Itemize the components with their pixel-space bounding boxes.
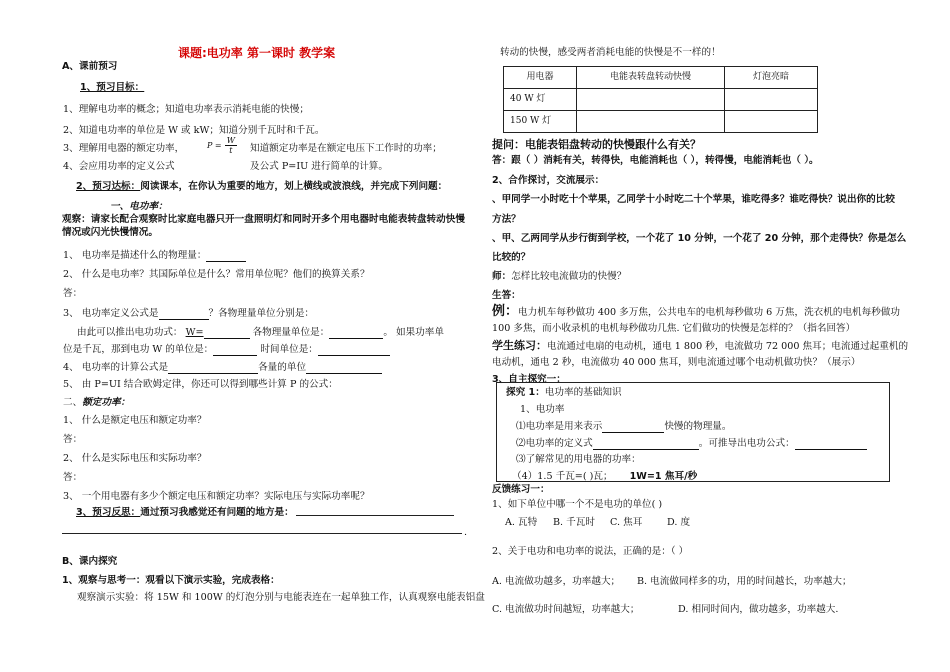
goal-4a: 4、会应用功率的定义公式: [63, 161, 175, 172]
question-5: 5、 由 P=UI 结合欧姆定律，你还可以得到哪些计算 P 的公式：: [63, 379, 338, 390]
reflection-line-1[interactable]: [296, 515, 454, 516]
question-2: 2、 什么是电功率？其国际单位是什么？常用单位呢？他们的换算关系？: [63, 269, 370, 280]
answer-q2: 答：: [63, 288, 83, 299]
self-explore-heading: 3、自主探究一：: [492, 374, 566, 385]
table-cell: 150 W 灯: [504, 111, 577, 133]
goal-label: 1、预习目标：: [80, 82, 145, 93]
explore-title: 探究 1：电功率的基础知识: [506, 387, 622, 398]
explore-item-2: ⑴电功率是用来表示 快慢的物理量。: [516, 421, 732, 432]
blank-explore-3b[interactable]: [795, 439, 867, 450]
reflection: 3、预习反思：通过预习我感觉还有问题的地方是：: [76, 507, 294, 518]
observe-line-1: 观察：请家长配合观察时比家庭电器只开一盘照明灯和同时开多个用电器时电能表转盘转动快慢: [62, 214, 465, 225]
table-header: 灯泡亮暗: [725, 67, 818, 89]
feedback-q1: 1、如下单位中哪一个不是电功的单位( ): [492, 499, 663, 510]
sub-rated-power: 二、额定功率：: [63, 397, 131, 408]
blank-q3-w[interactable]: [204, 328, 250, 339]
rated-q3: 3、 一个用电器有多少个额定电压和额定功率？实际电压与实际功率呢？: [63, 491, 370, 502]
question-3-derive: 由此可以推出电功功式： W= 各物理量单位是： 。 如果功率单: [77, 327, 444, 338]
question-3-kw: 位是千瓦，那到电功 W 的单位是： 时间单位是：: [63, 343, 390, 356]
goal2-text: 阅读课本，在你认为重要的地方，划上横线或波浪线，并完成下列问题：: [140, 181, 448, 192]
question-3: 3、 电功率定义公式是 ？各物理量单位分别是：: [63, 308, 315, 319]
question-ask: 提问：电能表铝盘转动的快慢跟什么有关？: [492, 138, 701, 151]
question-4: 4、 电功率的计算公式是 各量的单位: [63, 361, 382, 374]
section-a-heading: A、课前预习: [62, 61, 118, 72]
lamp-table: [503, 66, 818, 133]
practice-line-1: 学生练习：电流通过电扇的电动机，通电 1 800 秒，电流做功 72 000 焦耳；电流通过起重机的: [492, 339, 909, 352]
observe-line-2: 情况或闪光快慢情况。: [62, 227, 158, 238]
practice-line-2: 电动机，通电 2 秒，电流做功 40 000 焦耳，则电流通过哪个电动机做功快？（展示）: [492, 357, 861, 368]
table-cell[interactable]: [577, 89, 725, 111]
explore-item-4: ⑶了解常见的用电器的功率：: [516, 454, 641, 465]
example-line-2: 100 多焦，而小收录机的电机每秒做功几焦. 它们做功的快慢是怎样的？（指名回答）: [492, 323, 856, 334]
question-1: 1、 电功率是描述什么的物理量：: [63, 249, 246, 262]
table-header: 电能表转盘转动快慢: [577, 67, 725, 89]
feedback-q1-option-d[interactable]: D. 度: [667, 517, 691, 528]
goal-3a: 3、理解用电器的额定功率，: [63, 143, 185, 154]
feedback-q2-option-d[interactable]: D. 相同时间内，做功越多，功率越大.: [678, 604, 839, 615]
example-1-line-1: 、甲同学一小时吃十个苹果，乙同学十小时吃二十个苹果，谁吃得多？谁吃得快？说出你的比较: [492, 194, 895, 205]
power-formula: P = $\frac{W}{t}$: [207, 136, 235, 155]
blank-q4-units[interactable]: [306, 363, 382, 374]
page-title: 课题:电功率 第一课时 教学案: [178, 46, 336, 60]
table-header-row: [504, 67, 818, 89]
answer-r2: 答：: [63, 472, 83, 483]
teacher-question: 师：怎样比较电流做功的快慢？: [492, 271, 627, 282]
explore-item-1: 1、电功率: [520, 404, 565, 415]
table-cell: 40 W 灯: [504, 89, 577, 111]
feedback-q2-option-b[interactable]: B. 电流做同样多的功，用的时间越长，功率越大；: [637, 576, 852, 587]
cooperation-heading: 2、合作探讨，交流展示：: [492, 175, 605, 186]
feedback-heading: 反馈练习一：: [492, 484, 550, 495]
table-cell[interactable]: [577, 111, 725, 133]
goal-2: 2、知道电功率的单位是 W 或 kW；知道分别千瓦时和千瓦。: [63, 125, 325, 136]
table-row: [504, 89, 818, 111]
blank-q3-time[interactable]: [318, 345, 390, 356]
reflection-dot: .: [464, 527, 468, 538]
table-cell[interactable]: [725, 89, 818, 111]
example-2-line-2: 比较的？: [492, 252, 531, 263]
blank-q4-formula[interactable]: [168, 363, 258, 374]
rated-q1: 1、 什么是额定电压和额定功率？: [63, 415, 207, 426]
table-row: [504, 111, 818, 133]
feedback-q2-option-a[interactable]: A. 电流做功越多，功率越大；: [492, 576, 621, 587]
blank-q1[interactable]: [206, 251, 246, 262]
sub-electric-power: 一、电功率：: [110, 201, 168, 212]
example-1-line-2: 方法？: [492, 214, 521, 225]
answer-r1: 答：: [63, 434, 83, 445]
reflection-line-2[interactable]: [62, 533, 462, 534]
experiment-continued: 转动的快慢，感受两者消耗电能的快慢是不一样的！: [500, 47, 721, 58]
goal2-heading: [76, 180, 447, 193]
observe-experiment-text: 观察演示实验：将 15W 和 100W 的灯泡分别与电能表连在一起单独工作，认真观察电能表铝盘: [77, 592, 485, 603]
answer-line: 答：跟（ ）消耗有关，转得快，电能消耗也（ ），转得慢，电能消耗也（ ）。: [492, 155, 819, 166]
feedback-q2: 2、关于电功和电功率的说法，正确的是：（ ）: [492, 546, 689, 557]
rated-q2: 2、 什么是实际电压和实际功率？: [63, 453, 207, 464]
section-b-heading: B、课内探究: [62, 556, 118, 567]
goal2-label: 2、预习达标：: [76, 181, 141, 192]
goal-3b: 知道额定功率是在额定电压下工作时的功率；: [250, 143, 442, 154]
feedback-q1-option-b[interactable]: B. 千瓦时: [553, 517, 595, 528]
example-2-line-1: 、甲、乙两同学从步行街到学校，一个花了 10 分钟，一个花了 20 分钟，那个走得快？你是怎么: [492, 233, 907, 244]
observe-think-heading: 1、观察与思考一：观看以下演示实验，完成表格：: [62, 575, 280, 586]
table-cell[interactable]: [725, 111, 818, 133]
feedback-q1-option-c[interactable]: C. 焦耳: [610, 517, 643, 528]
table-header: 用电器: [504, 67, 577, 89]
feedback-q2-option-c[interactable]: C. 电流做功时间越短，功率越大；: [492, 604, 640, 615]
blank-q3-units[interactable]: [329, 328, 383, 339]
explore-item-5: （4）1.5 千瓦=( )瓦； 1W=1 焦耳/秒: [512, 471, 698, 482]
blank-explore-2[interactable]: [602, 422, 664, 433]
student-answer: 生答：: [492, 290, 521, 301]
blank-q3-formula[interactable]: [159, 309, 209, 320]
goal-4b: 及公式 P=IU 进行简单的计算。: [250, 161, 388, 172]
goal-1: 1、理解电功率的概念；知道电功率表示消耗电能的快慢；: [63, 104, 309, 115]
blank-q3-kwunit[interactable]: [213, 345, 257, 356]
explore-item-3: ⑵电功率的定义式 。可推导出电功公式：: [516, 437, 867, 450]
feedback-q1-option-a[interactable]: A. 瓦特: [505, 517, 538, 528]
blank-explore-3a[interactable]: [593, 439, 699, 450]
example-block: 例：电力机车每秒做功 400 多万焦，公共电车的电机每秒做功 6 万焦，洗衣机的电机每秒做功: [492, 304, 901, 319]
